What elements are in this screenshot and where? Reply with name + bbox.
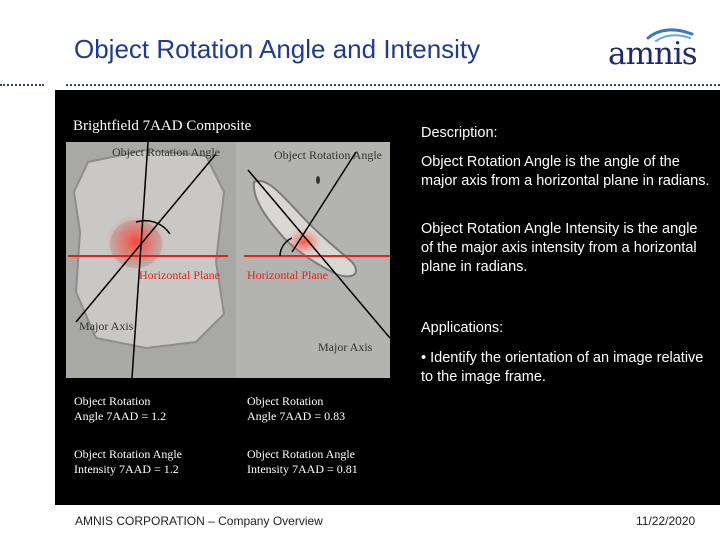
- description-paragraph-1: [421, 153, 711, 191]
- right-axis-label: Major Axis: [318, 340, 373, 354]
- description-heading: [421, 124, 711, 143]
- para2-text: is the angle of the major axis intensity from a horizontal plane in radians.: [421, 221, 698, 275]
- left-intensity-caption: [74, 447, 182, 477]
- amnis-logo: [608, 26, 700, 70]
- footer-date: 11/22/2020: [636, 514, 696, 528]
- applications-heading: Applications:: [421, 320, 504, 336]
- para2-term: Object Rotation Angle Intensity: [421, 221, 620, 237]
- header-rule: [66, 84, 720, 86]
- left-angle-caption-line1: Object Rotation: [74, 394, 151, 408]
- left-axis-label: Major Axis: [79, 319, 134, 333]
- right-intensity-caption: [247, 447, 358, 477]
- left-angle-label: Object Rotation Angle: [112, 145, 220, 159]
- description-heading-text: Description: [421, 125, 494, 141]
- slide-title: Object Rotation Angle and Intensity: [74, 34, 481, 64]
- logo-wordmark: amnis: [608, 36, 697, 72]
- description-heading-colon: :: [493, 125, 498, 141]
- description-paragraph-2: [421, 220, 711, 277]
- para1-text: is the angle of the major axis from a horizontal plane in radians.: [421, 154, 710, 189]
- left-intensity-caption-line2: Intensity 7AAD = 1.2: [74, 462, 179, 476]
- right-angle-caption-line2: Angle 7AAD = 0.83: [247, 409, 346, 423]
- para1-term: Object Rotation Angle: [421, 154, 562, 170]
- right-angle-caption: [247, 394, 345, 424]
- applications-bullet: • Identify the orientation of an image relative to the image frame.: [421, 350, 704, 385]
- left-angle-caption: [74, 394, 166, 424]
- left-angle-caption-line2: Angle 7AAD = 1.2: [74, 409, 167, 423]
- right-intensity-caption-line1: Object Rotation Angle: [247, 447, 355, 461]
- right-angle-label: Object Rotation Angle: [274, 148, 382, 162]
- right-plane-label: Horizontal Plane: [247, 268, 328, 282]
- left-intensity-caption-line1: Object Rotation Angle: [74, 447, 182, 461]
- header-rule-left: [0, 84, 44, 86]
- left-margin-strip: [0, 0, 55, 540]
- image-panel-heading: Brightfield 7AAD Composite: [73, 118, 252, 134]
- left-plane-label: Horizontal Plane: [139, 268, 220, 282]
- right-angle-caption-line1: Object Rotation: [247, 394, 324, 408]
- right-intensity-caption-line2: Intensity 7AAD = 0.81: [247, 462, 358, 476]
- footer-company: AMNIS CORPORATION – Company Overview: [75, 514, 323, 528]
